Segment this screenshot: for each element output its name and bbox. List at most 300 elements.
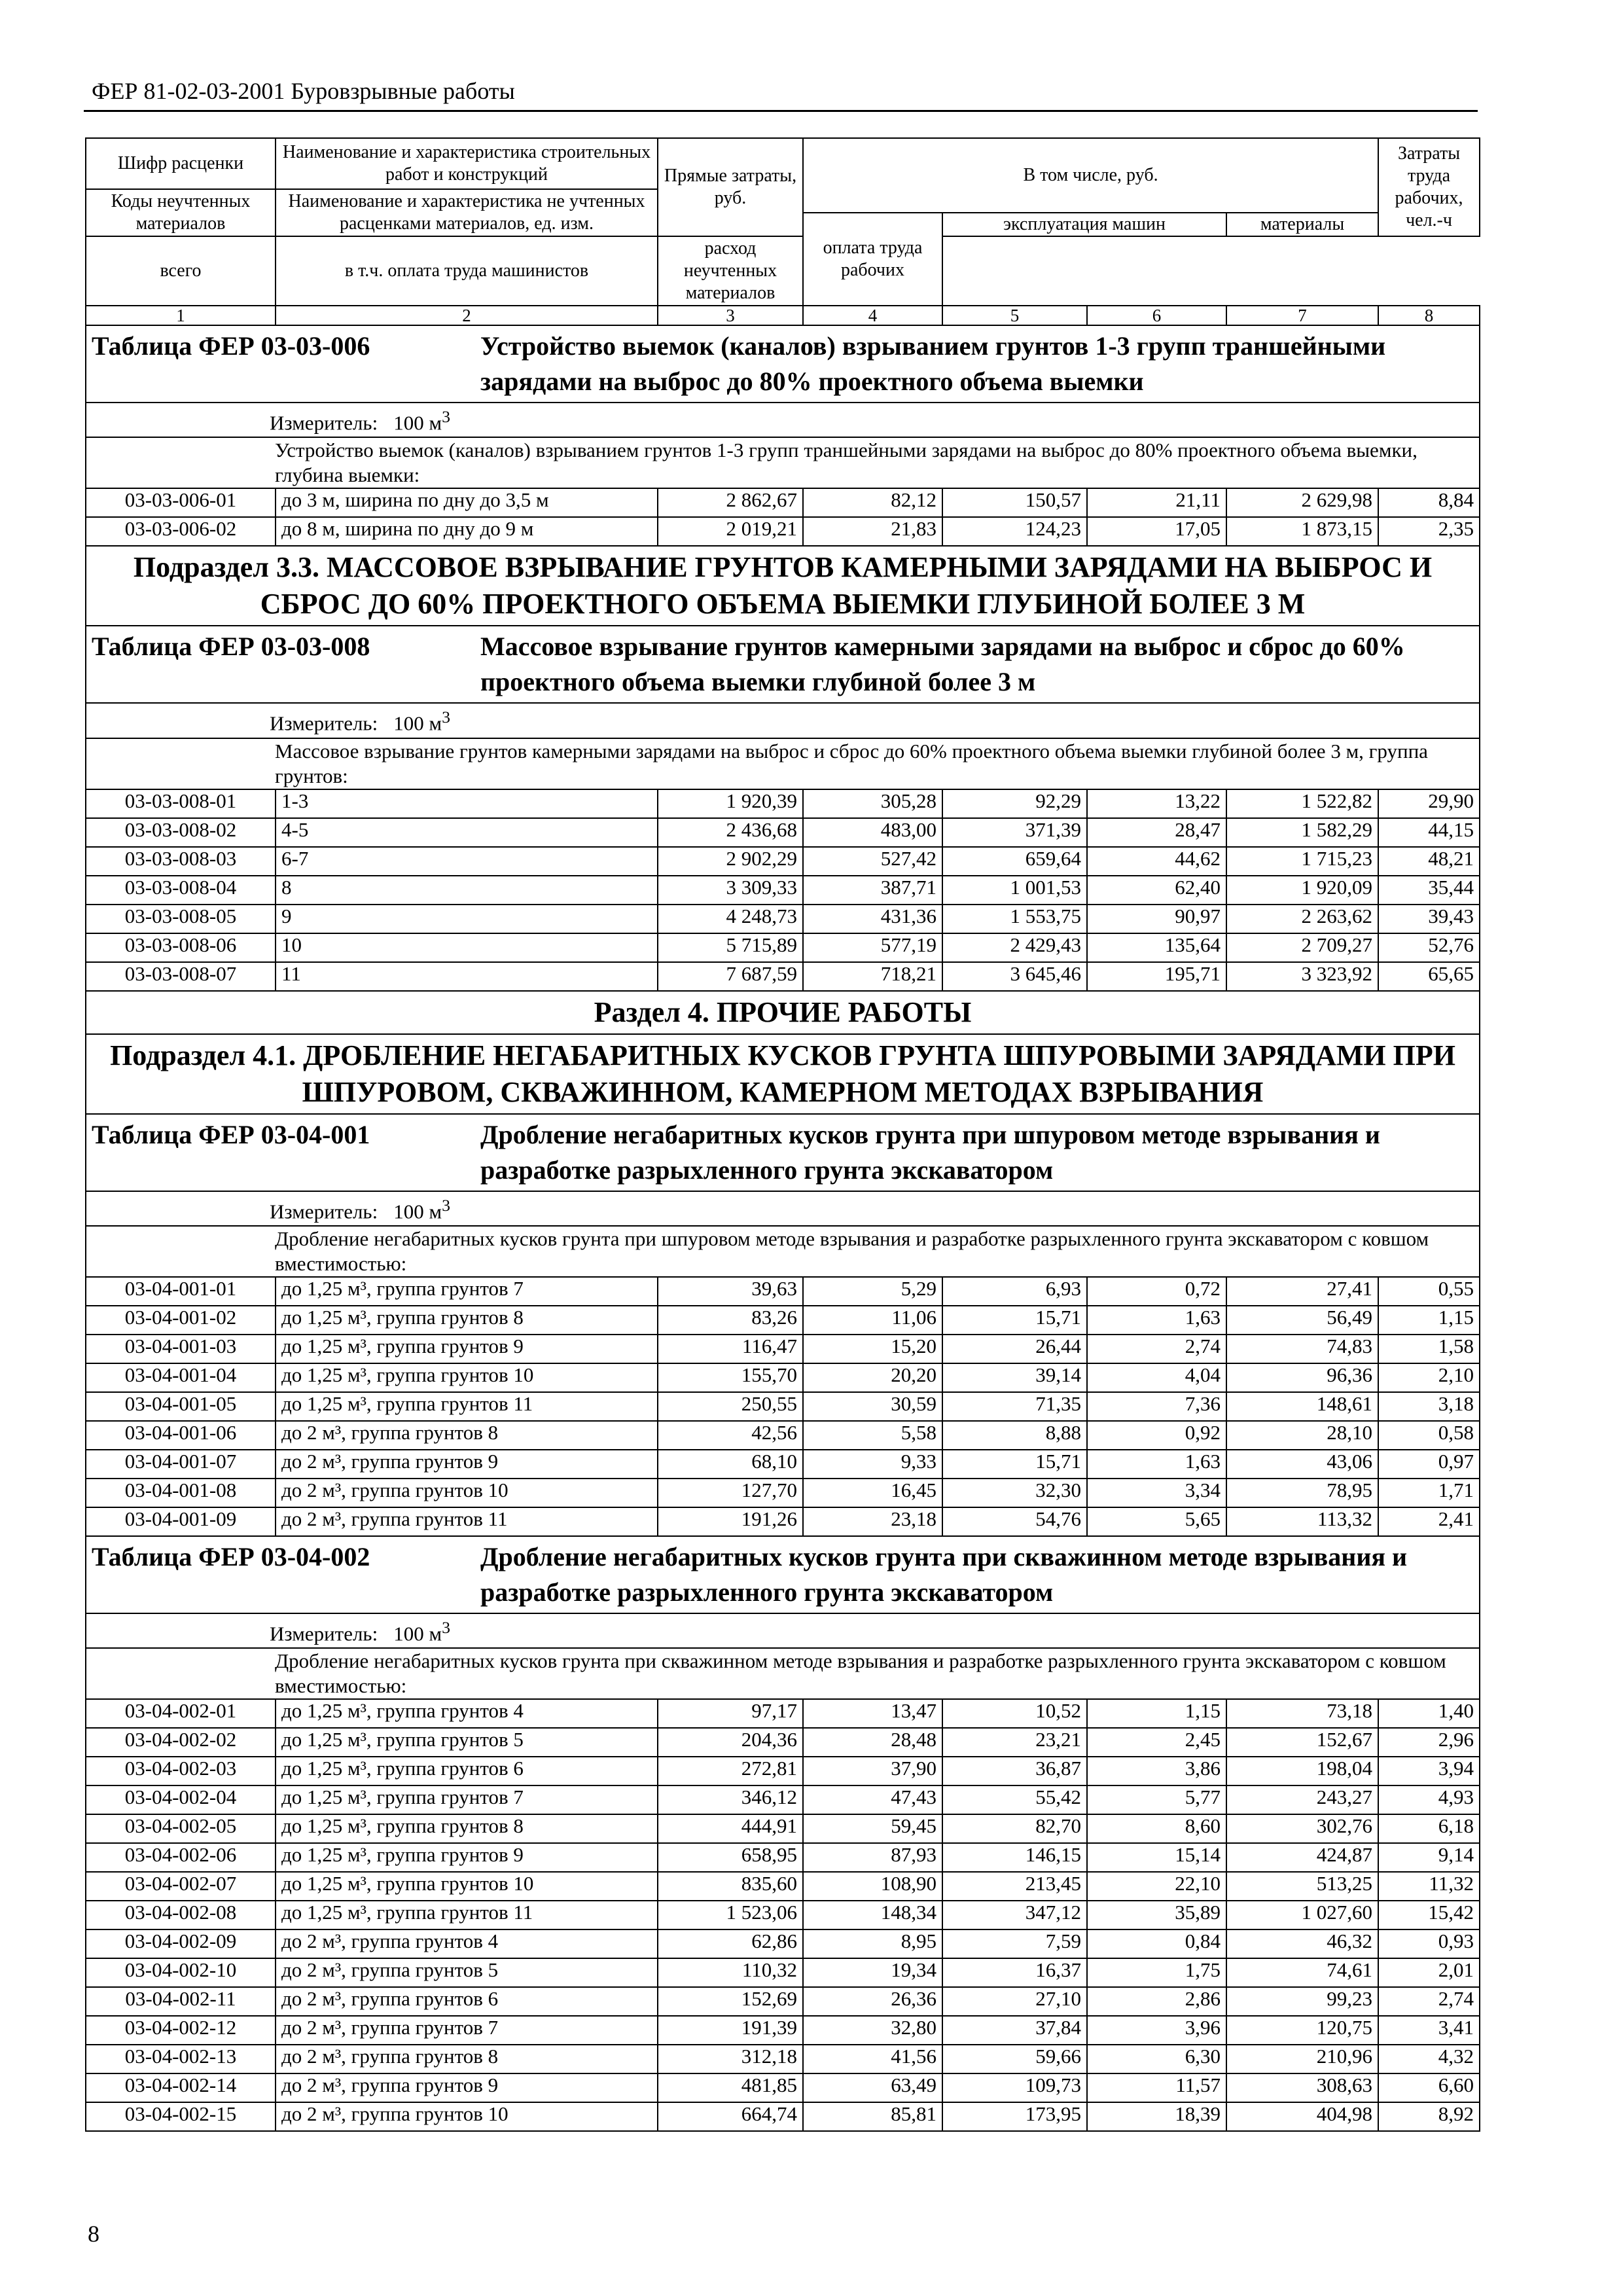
machines-total: 109,73 — [942, 2073, 1087, 2102]
work-name: до 1,25 м³, группа грунтов 11 — [276, 1392, 658, 1421]
direct-cost: 152,69 — [658, 1987, 803, 2016]
table-title: Дробление негабаритных кусков грунта при скважинном методе взрывания и разработке разрыхленного грунта экскаватором — [480, 1541, 1408, 1607]
table-title-row — [86, 1114, 1480, 1191]
materials-cost: 302,76 — [1226, 1814, 1378, 1843]
machines-total: 15,71 — [942, 1450, 1087, 1479]
labor-hours: 2,74 — [1378, 1987, 1480, 2016]
labor-hours: 3,94 — [1378, 1757, 1480, 1785]
direct-cost: 4 248,73 — [658, 905, 803, 933]
table-row — [86, 1699, 1480, 1728]
materials-cost: 73,18 — [1226, 1699, 1378, 1728]
machines-total: 347,12 — [942, 1901, 1087, 1929]
work-name: до 2 м³, группа грунтов 8 — [276, 2045, 658, 2073]
labor-pay: 8,95 — [803, 1929, 942, 1958]
col-operators-header: в т.ч. оплата труда машинистов — [276, 236, 658, 306]
labor-hours: 3,18 — [1378, 1392, 1480, 1421]
operators-pay: 35,89 — [1087, 1901, 1226, 1929]
operators-pay: 2,74 — [1087, 1335, 1226, 1363]
direct-cost: 3 309,33 — [658, 876, 803, 905]
labor-pay: 23,18 — [803, 1507, 942, 1536]
direct-cost: 272,81 — [658, 1757, 803, 1785]
work-name: до 1,25 м³, группа грунтов 8 — [276, 1306, 658, 1335]
machines-total: 8,88 — [942, 1421, 1087, 1450]
labor-hours: 44,15 — [1378, 818, 1480, 847]
machines-total: 32,30 — [942, 1479, 1087, 1507]
rate-code: 03-04-002-02 — [86, 1728, 276, 1757]
col-unacc-name-header: Наименование и характеристика не учтенных расценками материалов, ед. изм. — [276, 189, 658, 236]
labor-pay: 82,12 — [803, 488, 942, 517]
machines-total: 23,21 — [942, 1728, 1087, 1757]
materials-cost: 96,36 — [1226, 1363, 1378, 1392]
labor-pay: 5,58 — [803, 1421, 942, 1450]
measure-value: 100 м — [393, 1199, 442, 1223]
machines-total: 6,93 — [942, 1277, 1087, 1306]
column-number: 5 — [942, 306, 1087, 325]
work-name: до 1,25 м³, группа грунтов 8 — [276, 1814, 658, 1843]
labor-hours: 4,93 — [1378, 1785, 1480, 1814]
column-number: 1 — [86, 306, 276, 325]
table-title-row — [86, 325, 1480, 403]
table-row — [86, 905, 1480, 933]
labor-hours: 35,44 — [1378, 876, 1480, 905]
labor-hours: 6,60 — [1378, 2073, 1480, 2102]
table-03-04-001 — [86, 1114, 1480, 1536]
operators-pay: 22,10 — [1087, 1872, 1226, 1901]
table-code: Таблица ФЕР 03-03-008 — [92, 632, 370, 662]
subsection-heading: Подраздел 4.1. ДРОБЛЕНИЕ НЕГАБАРИТНЫХ КУСКОВ ГРУНТА ШПУРОВЫМИ ЗАРЯДАМИ ПРИ ШПУРОВОМ, СКВАЖИННОМ, КАМЕРНОМ МЕТОДАХ ВЗРЫВАНИЯ — [86, 1034, 1480, 1114]
materials-cost: 1 873,15 — [1226, 517, 1378, 546]
work-name: до 2 м³, группа грунтов 10 — [276, 2102, 658, 2131]
rate-code: 03-03-008-07 — [86, 962, 276, 991]
col-machines-total-header: всего — [86, 236, 276, 306]
column-number: 4 — [803, 306, 942, 325]
col-labor-pay-header: оплата труда рабочих — [803, 213, 942, 306]
work-name: до 1,25 м³, группа грунтов 7 — [276, 1785, 658, 1814]
work-name: до 2 м³, группа грунтов 10 — [276, 1479, 658, 1507]
direct-cost: 481,85 — [658, 2073, 803, 2102]
work-name: до 8 м, ширина по дну до 9 м — [276, 517, 658, 546]
rate-code: 03-03-008-04 — [86, 876, 276, 905]
table-description: Массовое взрывание грунтов камерными зарядами на выброс и сброс до 60% проектного объема выемки глубиной более 3 м, группа грунтов: — [86, 738, 1480, 789]
table-header — [86, 138, 1480, 325]
labor-hours: 0,93 — [1378, 1929, 1480, 1958]
rate-code: 03-04-001-05 — [86, 1392, 276, 1421]
materials-cost: 152,67 — [1226, 1728, 1378, 1757]
rate-code: 03-04-001-09 — [86, 1507, 276, 1536]
table-code: Таблица ФЕР 03-03-006 — [92, 331, 370, 361]
subsection-heading: Подраздел 3.3. МАССОВОЕ ВЗРЫВАНИЕ ГРУНТОВ КАМЕРНЫМИ ЗАРЯДАМИ НА ВЫБРОС И СБРОС ДО 60% ПРОЕКТНОГО ОБЪЕМА ВЫЕМКИ ГЛУБИНОЙ БОЛЕЕ 3 М — [86, 546, 1480, 626]
table-row — [86, 1335, 1480, 1363]
table-row — [86, 818, 1480, 847]
operators-pay: 18,39 — [1087, 2102, 1226, 2131]
measure-row — [86, 1191, 1480, 1226]
operators-pay: 21,11 — [1087, 488, 1226, 517]
labor-hours: 2,96 — [1378, 1728, 1480, 1757]
labor-hours: 2,35 — [1378, 517, 1480, 546]
labor-hours: 65,65 — [1378, 962, 1480, 991]
table-description: Дробление негабаритных кусков грунта при шпуровом методе взрывания и разработке разрыхленного грунта экскаватором с ковшом вместимостью: — [86, 1226, 1480, 1277]
table-row — [86, 1479, 1480, 1507]
measure-label: Измеритель: — [270, 411, 378, 435]
description-row — [86, 1648, 1480, 1699]
machines-total: 39,14 — [942, 1363, 1087, 1392]
materials-cost: 43,06 — [1226, 1450, 1378, 1479]
machines-total: 1 001,53 — [942, 876, 1087, 905]
work-name: 1-3 — [276, 789, 658, 818]
column-number: 3 — [658, 306, 803, 325]
materials-cost: 56,49 — [1226, 1306, 1378, 1335]
table-03-04-002 — [86, 1536, 1480, 2131]
table-03-03-008 — [86, 626, 1480, 990]
table-row — [86, 1728, 1480, 1757]
direct-cost: 444,91 — [658, 1814, 803, 1843]
machines-total: 7,59 — [942, 1929, 1087, 1958]
rate-code: 03-04-002-13 — [86, 2045, 276, 2073]
labor-pay: 15,20 — [803, 1335, 942, 1363]
direct-cost: 155,70 — [658, 1363, 803, 1392]
table-row — [86, 1277, 1480, 1306]
machines-total: 71,35 — [942, 1392, 1087, 1421]
work-name: до 2 м³, группа грунтов 7 — [276, 2016, 658, 2045]
work-name: до 1,25 м³, группа грунтов 4 — [276, 1699, 658, 1728]
materials-cost: 2 709,27 — [1226, 933, 1378, 962]
machines-total: 146,15 — [942, 1843, 1087, 1872]
rate-code: 03-03-008-03 — [86, 847, 276, 876]
labor-hours: 6,18 — [1378, 1814, 1480, 1843]
labor-pay: 41,56 — [803, 2045, 942, 2073]
direct-cost: 5 715,89 — [658, 933, 803, 962]
rate-code: 03-04-002-12 — [86, 2016, 276, 2045]
work-name: до 1,25 м³, группа грунтов 10 — [276, 1363, 658, 1392]
materials-cost: 148,61 — [1226, 1392, 1378, 1421]
machines-total: 150,57 — [942, 488, 1087, 517]
labor-pay: 16,45 — [803, 1479, 942, 1507]
direct-cost: 39,63 — [658, 1277, 803, 1306]
materials-cost: 113,32 — [1226, 1507, 1378, 1536]
table-row — [86, 2016, 1480, 2045]
table-row — [86, 1392, 1480, 1421]
rate-code: 03-03-006-01 — [86, 488, 276, 517]
operators-pay: 1,15 — [1087, 1699, 1226, 1728]
labor-hours: 29,90 — [1378, 789, 1480, 818]
materials-cost: 3 323,92 — [1226, 962, 1378, 991]
rate-code: 03-03-008-05 — [86, 905, 276, 933]
labor-pay: 87,93 — [803, 1843, 942, 1872]
rate-code: 03-04-002-03 — [86, 1757, 276, 1785]
labor-hours: 1,58 — [1378, 1335, 1480, 1363]
cube-superscript: 3 — [442, 1617, 450, 1637]
table-row — [86, 933, 1480, 962]
machines-total: 54,76 — [942, 1507, 1087, 1536]
table-row — [86, 517, 1480, 546]
materials-cost: 424,87 — [1226, 1843, 1378, 1872]
table-description: Устройство выемок (каналов) взрыванием грунтов 1-3 групп траншейными зарядами на выброс до 80% проектного объема выемки, глубина выемки: — [86, 437, 1480, 488]
operators-pay: 15,14 — [1087, 1843, 1226, 1872]
direct-cost: 83,26 — [658, 1306, 803, 1335]
page-title: ФЕР 81-02-03-2001 Буровзрывные работы — [92, 78, 515, 104]
operators-pay: 0,92 — [1087, 1421, 1226, 1450]
work-name: 6-7 — [276, 847, 658, 876]
direct-cost: 346,12 — [658, 1785, 803, 1814]
labor-pay: 483,00 — [803, 818, 942, 847]
operators-pay: 17,05 — [1087, 517, 1226, 546]
col-unacc-code-header: Коды неучтенных материалов — [86, 189, 276, 236]
rate-code: 03-04-002-06 — [86, 1843, 276, 1872]
direct-cost: 2 436,68 — [658, 818, 803, 847]
work-name: до 1,25 м³, группа грунтов 9 — [276, 1843, 658, 1872]
rate-code: 03-04-002-07 — [86, 1872, 276, 1901]
materials-cost: 513,25 — [1226, 1872, 1378, 1901]
table-row — [86, 789, 1480, 818]
rate-code: 03-04-002-05 — [86, 1814, 276, 1843]
labor-pay: 11,06 — [803, 1306, 942, 1335]
machines-total: 37,84 — [942, 2016, 1087, 2045]
rate-code: 03-04-002-08 — [86, 1901, 276, 1929]
labor-pay: 108,90 — [803, 1872, 942, 1901]
column-number: 6 — [1087, 306, 1226, 325]
direct-cost: 68,10 — [658, 1450, 803, 1479]
machines-total: 10,52 — [942, 1699, 1087, 1728]
section-heading: Раздел 4. ПРОЧИЕ РАБОТЫ — [86, 991, 1480, 1034]
col-direct-header: Прямые затраты, руб. — [658, 138, 803, 236]
work-name: до 1,25 м³, группа грунтов 7 — [276, 1277, 658, 1306]
table-title: Массовое взрывание грунтов камерными зарядами на выброс и сброс до 60% проектного объема выемки глубиной более 3 м — [480, 632, 1405, 697]
rate-code: 03-03-008-06 — [86, 933, 276, 962]
table-row — [86, 1421, 1480, 1450]
rate-code: 03-04-002-04 — [86, 1785, 276, 1814]
materials-cost: 1 715,23 — [1226, 847, 1378, 876]
machines-total: 26,44 — [942, 1335, 1087, 1363]
column-number: 7 — [1226, 306, 1378, 325]
rate-code: 03-04-002-09 — [86, 1929, 276, 1958]
machines-total: 371,39 — [942, 818, 1087, 847]
direct-cost: 2 862,67 — [658, 488, 803, 517]
operators-pay: 8,60 — [1087, 1814, 1226, 1843]
labor-hours: 1,15 — [1378, 1306, 1480, 1335]
materials-cost: 27,41 — [1226, 1277, 1378, 1306]
column-numbers-row — [86, 306, 1480, 325]
labor-pay: 13,47 — [803, 1699, 942, 1728]
column-number: 2 — [276, 306, 658, 325]
work-name: до 3 м, ширина по дну до 3,5 м — [276, 488, 658, 517]
operators-pay: 5,77 — [1087, 1785, 1226, 1814]
rate-code: 03-04-001-01 — [86, 1277, 276, 1306]
work-name: до 1,25 м³, группа грунтов 6 — [276, 1757, 658, 1785]
materials-cost: 243,27 — [1226, 1785, 1378, 1814]
labor-pay: 37,90 — [803, 1757, 942, 1785]
table-row — [86, 488, 1480, 517]
machines-total: 82,70 — [942, 1814, 1087, 1843]
operators-pay: 0,84 — [1087, 1929, 1226, 1958]
work-name: до 1,25 м³, группа грунтов 5 — [276, 1728, 658, 1757]
table-title-row — [86, 1536, 1480, 1613]
work-name: до 2 м³, группа грунтов 5 — [276, 1958, 658, 1987]
materials-cost: 1 027,60 — [1226, 1901, 1378, 1929]
machines-total: 124,23 — [942, 517, 1087, 546]
labor-pay: 32,80 — [803, 2016, 942, 2045]
col-unaccounted-header: расход неучтенных материалов — [658, 236, 803, 306]
table-row — [86, 1507, 1480, 1536]
rate-code: 03-04-002-10 — [86, 1958, 276, 1987]
direct-cost: 204,36 — [658, 1728, 803, 1757]
work-name: до 1,25 м³, группа грунтов 9 — [276, 1335, 658, 1363]
description-row — [86, 738, 1480, 789]
materials-cost: 74,61 — [1226, 1958, 1378, 1987]
rate-code: 03-04-001-08 — [86, 1479, 276, 1507]
work-name: до 2 м³, группа грунтов 11 — [276, 1507, 658, 1536]
description-row — [86, 437, 1480, 488]
header-rule — [84, 110, 1478, 112]
direct-cost: 1 920,39 — [658, 789, 803, 818]
table-row — [86, 847, 1480, 876]
operators-pay: 3,86 — [1087, 1757, 1226, 1785]
operators-pay: 90,97 — [1087, 905, 1226, 933]
rate-code: 03-04-001-03 — [86, 1335, 276, 1363]
work-name: до 2 м³, группа грунтов 9 — [276, 2073, 658, 2102]
materials-cost: 1 920,09 — [1226, 876, 1378, 905]
labor-pay: 305,28 — [803, 789, 942, 818]
rate-code: 03-04-002-15 — [86, 2102, 276, 2131]
work-name: до 2 м³, группа грунтов 9 — [276, 1450, 658, 1479]
table-code: Таблица ФЕР 03-04-001 — [92, 1119, 370, 1149]
labor-pay: 63,49 — [803, 2073, 942, 2102]
measure-value: 100 м — [393, 711, 442, 735]
direct-cost: 2 902,29 — [658, 847, 803, 876]
rate-code: 03-04-002-11 — [86, 1987, 276, 2016]
labor-pay: 30,59 — [803, 1392, 942, 1421]
labor-pay: 577,19 — [803, 933, 942, 962]
table-row — [86, 2045, 1480, 2073]
direct-cost: 312,18 — [658, 2045, 803, 2073]
operators-pay: 0,72 — [1087, 1277, 1226, 1306]
materials-cost: 99,23 — [1226, 1987, 1378, 2016]
machines-total: 55,42 — [942, 1785, 1087, 1814]
labor-hours: 0,97 — [1378, 1450, 1480, 1479]
machines-total: 16,37 — [942, 1958, 1087, 1987]
labor-pay: 85,81 — [803, 2102, 942, 2131]
section-4 — [86, 991, 1480, 1114]
operators-pay: 1,63 — [1087, 1450, 1226, 1479]
materials-cost: 1 522,82 — [1226, 789, 1378, 818]
direct-cost: 127,70 — [658, 1479, 803, 1507]
rate-code: 03-04-002-14 — [86, 2073, 276, 2102]
direct-cost: 7 687,59 — [658, 962, 803, 991]
labor-hours: 2,41 — [1378, 1507, 1480, 1536]
work-name: 8 — [276, 876, 658, 905]
measure-value: 100 м — [393, 1622, 442, 1645]
rate-code: 03-03-008-02 — [86, 818, 276, 847]
table-row — [86, 1958, 1480, 1987]
labor-hours: 15,42 — [1378, 1901, 1480, 1929]
labor-pay: 387,71 — [803, 876, 942, 905]
labor-hours: 48,21 — [1378, 847, 1480, 876]
labor-hours: 1,40 — [1378, 1699, 1480, 1728]
rate-code: 03-04-002-01 — [86, 1699, 276, 1728]
labor-pay: 20,20 — [803, 1363, 942, 1392]
table-row — [86, 876, 1480, 905]
col-name-header: Наименование и характеристика строительных работ и конструкций — [276, 138, 658, 189]
operators-pay: 6,30 — [1087, 2045, 1226, 2073]
measure-label: Измеритель: — [270, 711, 378, 735]
operators-pay: 7,36 — [1087, 1392, 1226, 1421]
work-name: до 1,25 м³, группа грунтов 11 — [276, 1901, 658, 1929]
machines-total: 92,29 — [942, 789, 1087, 818]
operators-pay: 1,63 — [1087, 1306, 1226, 1335]
labor-hours: 8,92 — [1378, 2102, 1480, 2131]
labor-hours: 2,01 — [1378, 1958, 1480, 1987]
operators-pay: 3,96 — [1087, 2016, 1226, 2045]
labor-pay: 5,29 — [803, 1277, 942, 1306]
labor-pay: 21,83 — [803, 517, 942, 546]
table-title: Устройство выемок (каналов) взрыванием грунтов 1-3 групп траншейными зарядами на выброс до 80% проектного объема выемки — [480, 331, 1386, 396]
direct-cost: 664,74 — [658, 2102, 803, 2131]
direct-cost: 62,86 — [658, 1929, 803, 1958]
cube-superscript: 3 — [442, 1195, 450, 1215]
machines-total: 1 553,75 — [942, 905, 1087, 933]
table-title-row — [86, 626, 1480, 703]
labor-pay: 59,45 — [803, 1814, 942, 1843]
table-row — [86, 1306, 1480, 1335]
col-materials-header: материалы — [1226, 213, 1378, 236]
work-name: 4-5 — [276, 818, 658, 847]
machines-total: 213,45 — [942, 1872, 1087, 1901]
measure-label: Измеритель: — [270, 1622, 378, 1645]
table-row — [86, 1363, 1480, 1392]
materials-cost: 2 629,98 — [1226, 488, 1378, 517]
labor-pay: 9,33 — [803, 1450, 942, 1479]
labor-pay: 26,36 — [803, 1987, 942, 2016]
operators-pay: 11,57 — [1087, 2073, 1226, 2102]
rates-table — [85, 137, 1480, 2132]
page-number: 8 — [88, 2221, 99, 2247]
materials-cost: 1 582,29 — [1226, 818, 1378, 847]
work-name: до 2 м³, группа грунтов 6 — [276, 1987, 658, 2016]
work-name: до 1,25 м³, группа грунтов 10 — [276, 1872, 658, 1901]
col-machines-header: эксплуатация машин — [942, 213, 1226, 236]
materials-cost: 46,32 — [1226, 1929, 1378, 1958]
machines-total: 59,66 — [942, 2045, 1087, 2073]
table-row — [86, 1929, 1480, 1958]
rate-code: 03-04-001-02 — [86, 1306, 276, 1335]
direct-cost: 110,32 — [658, 1958, 803, 1987]
labor-pay: 28,48 — [803, 1728, 942, 1757]
operators-pay: 3,34 — [1087, 1479, 1226, 1507]
materials-cost: 2 263,62 — [1226, 905, 1378, 933]
table-row — [86, 1785, 1480, 1814]
rate-code: 03-03-006-02 — [86, 517, 276, 546]
table-row — [86, 2102, 1480, 2131]
machines-total: 27,10 — [942, 1987, 1087, 2016]
table-title: Дробление негабаритных кусков грунта при шпуровом методе взрывания и разработке разрыхленного грунта экскаватором — [480, 1119, 1380, 1185]
labor-pay: 718,21 — [803, 962, 942, 991]
table-row — [86, 1872, 1480, 1901]
direct-cost: 658,95 — [658, 1843, 803, 1872]
machines-total: 15,71 — [942, 1306, 1087, 1335]
labor-hours: 3,41 — [1378, 2016, 1480, 2045]
labor-hours: 8,84 — [1378, 488, 1480, 517]
operators-pay: 2,86 — [1087, 1987, 1226, 2016]
work-name: до 2 м³, группа грунтов 4 — [276, 1929, 658, 1958]
materials-cost: 198,04 — [1226, 1757, 1378, 1785]
measure-value: 100 м — [393, 411, 442, 435]
labor-pay: 148,34 — [803, 1901, 942, 1929]
labor-hours: 52,76 — [1378, 933, 1480, 962]
direct-cost: 250,55 — [658, 1392, 803, 1421]
materials-cost: 78,95 — [1226, 1479, 1378, 1507]
materials-cost: 28,10 — [1226, 1421, 1378, 1450]
labor-hours: 2,10 — [1378, 1363, 1480, 1392]
labor-pay: 19,34 — [803, 1958, 942, 1987]
